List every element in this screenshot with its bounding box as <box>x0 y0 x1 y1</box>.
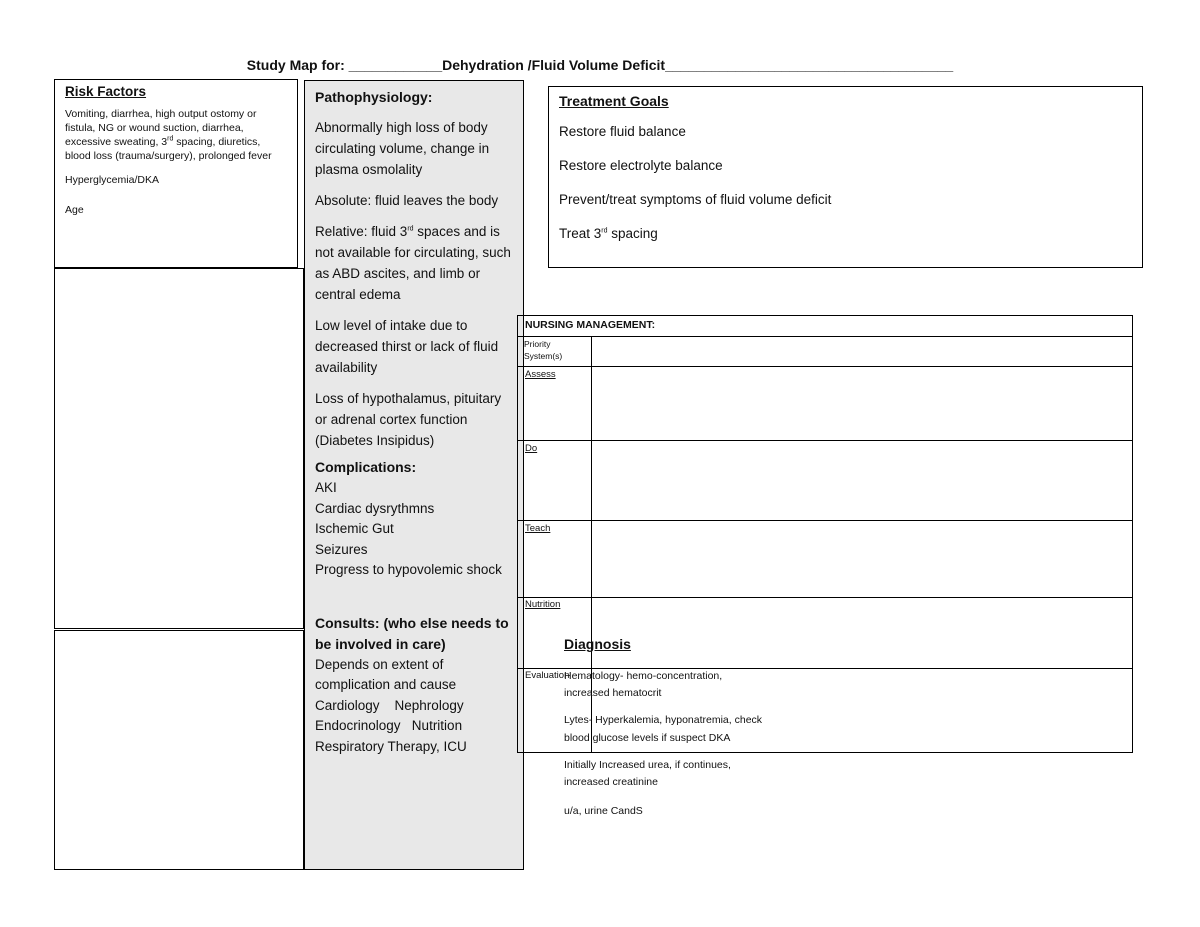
table-row-divider <box>517 440 1133 441</box>
patho-paragraph-2: Absolute: fluid leaves the body <box>315 193 499 208</box>
pathophysiology-heading: Pathophysiology: <box>315 89 433 105</box>
teach-label: Teach <box>525 523 551 534</box>
consults-line: Respiratory Therapy, ICU <box>315 738 467 754</box>
blank-box-left-bottom <box>54 630 304 870</box>
blank-box-left-middle <box>54 268 304 629</box>
risk-factors-heading: Risk Factors <box>65 84 147 99</box>
diagnosis-item: Hematology- hemo-concentration, increased hematocrit <box>564 670 723 699</box>
assess-label: Assess <box>525 369 556 380</box>
patho-paragraph-4: Low level of intake due to decreased thirst or lack of fluid availability <box>315 318 499 375</box>
risk-factor-age: Age <box>65 204 84 216</box>
patho-paragraph-1: Abnormally high loss of body circulating volume, change in plasma osmolality <box>315 120 490 177</box>
treatment-goal: Treat 3rd spacing <box>559 226 658 241</box>
complication-item: Ischemic Gut <box>315 521 394 536</box>
priority-systems-label: Priority System(s) <box>524 339 563 361</box>
table-row-divider <box>517 597 1133 598</box>
diagnosis-item: u/a, urine CandS <box>564 805 643 817</box>
complication-item: Cardiac dysrythmns <box>315 500 435 516</box>
table-row-divider <box>517 366 1133 367</box>
complication-item: Seizures <box>315 541 368 557</box>
complication-item: Progress to hypovolemic shock <box>315 562 502 577</box>
treatment-goal: Restore fluid balance <box>559 124 686 139</box>
pathophysiology-column <box>304 80 524 870</box>
nursing-management-heading: NURSING MANAGEMENT: <box>525 319 656 331</box>
table-row-divider <box>517 336 1133 337</box>
table-row-divider <box>517 520 1133 521</box>
consults-heading: Consults: (who else needs to be involved in care) <box>315 614 509 652</box>
patho-paragraph-3: Relative: fluid 3rd spaces and is not available for circulating, such as ABD ascites, and limb or central edema <box>315 224 511 302</box>
risk-factor-hyperglycemia: Hyperglycemia/DKA <box>65 174 159 186</box>
diagnosis-section <box>564 636 794 820</box>
diagnosis-item: Initially Increased urea, if continues, increased creatinine <box>564 759 731 788</box>
nutrition-label: Nutrition <box>525 599 561 610</box>
do-label: Do <box>525 443 538 454</box>
diagnosis-heading: Diagnosis <box>564 636 631 652</box>
diagnosis-item: Lytes- Hyperkalemia, hyponatremia, check blood glucose levels if suspect DKA <box>564 714 763 744</box>
treatment-goals-heading: Treatment Goals <box>559 93 669 109</box>
page-title: Study Map for: ____________Dehydration /Fluid Volume Deficit_____________________________________ <box>246 57 954 73</box>
complication-item: AKI <box>315 480 337 495</box>
consults-line: Endocrinology Nutrition <box>315 718 463 733</box>
complications-heading: Complications: <box>315 459 417 475</box>
risk-factors-box <box>54 79 298 268</box>
risk-factors-text: Vomiting, diarrhea, high output ostomy or fistula, NG or wound suction, diarrhea, excessive sweating, 3rd spacing, diuretics, blood loss (trauma/surgery), prolonged fever <box>65 108 272 162</box>
consults-line: Cardiology Nephrology <box>315 697 464 713</box>
treatment-goals-box <box>548 86 1143 268</box>
treatment-goal: Prevent/treat symptoms of fluid volume deficit <box>559 192 832 207</box>
patho-paragraph-5: Loss of hypothalamus, pituitary or adrenal cortex function (Diabetes Insipidus) <box>315 391 502 448</box>
consults-line: Depends on extent of complication and cause <box>315 656 457 692</box>
evaluation-label: Evaluation <box>525 670 570 681</box>
treatment-goal: Restore electrolyte balance <box>559 158 723 173</box>
